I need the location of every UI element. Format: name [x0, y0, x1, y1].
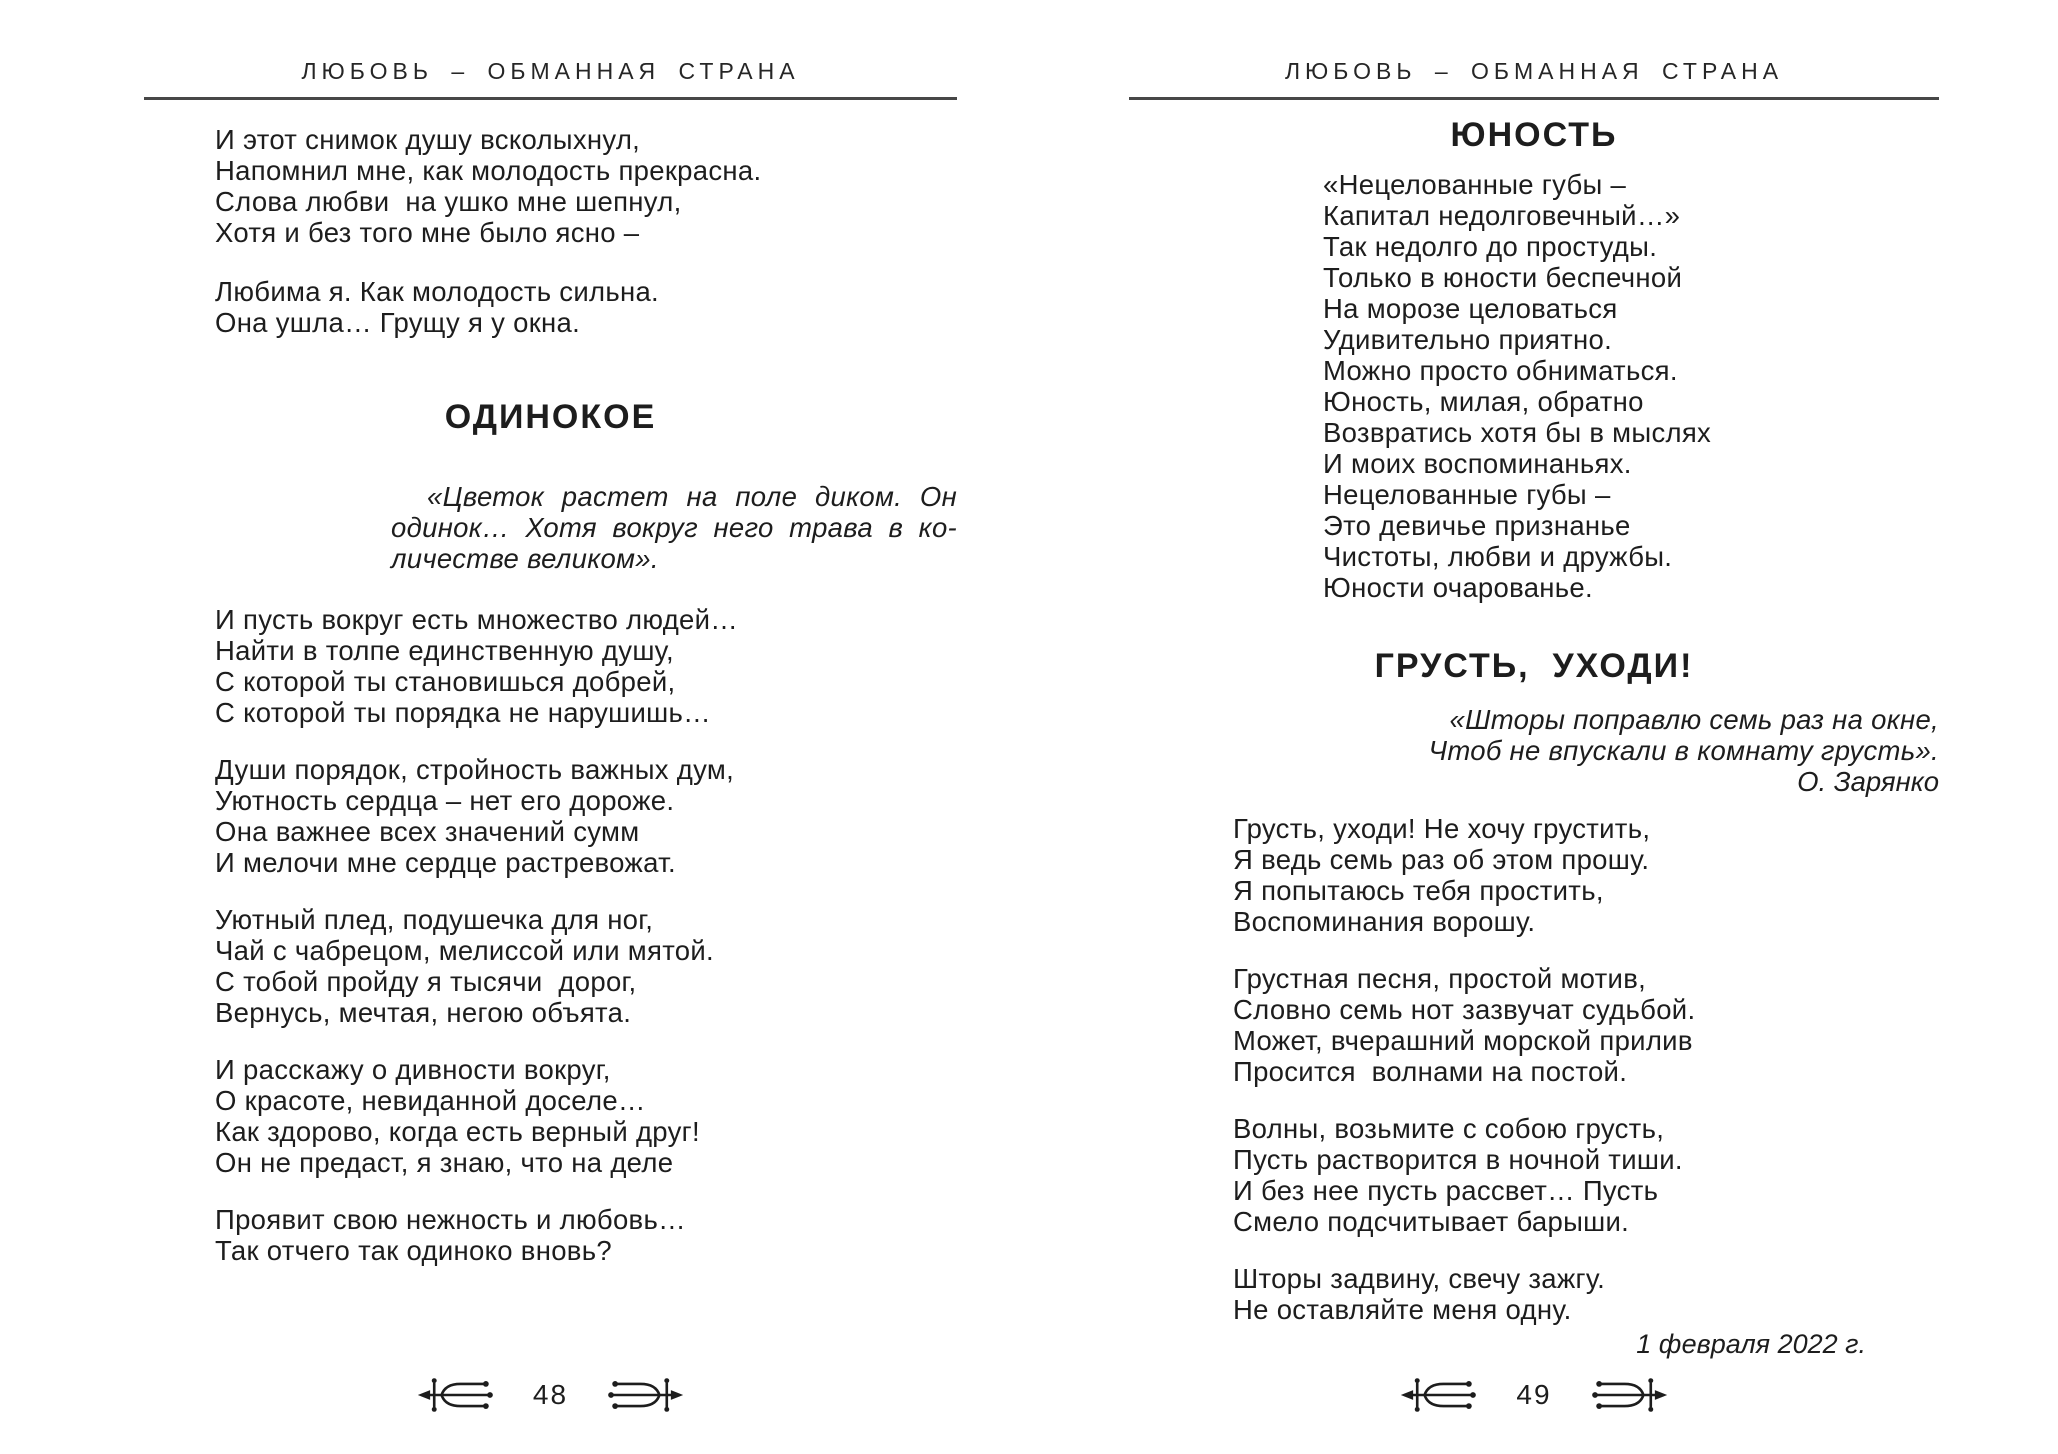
poem-continuation: [215, 124, 957, 338]
page-number: 49: [1516, 1379, 1552, 1410]
poem-line: Слова любви на ушко мне шепнул,: [215, 186, 682, 217]
poem-line: Чай с чабрецом, мелиссой или мятой.: [215, 935, 714, 966]
flourish-icon: [417, 1374, 499, 1416]
poem-line: Любима я. Как молодость сильна.: [215, 276, 659, 307]
page-right-content: [1129, 58, 1939, 1360]
stanza: [215, 904, 957, 1028]
poem-line: «Шторы поправлю семь раз на окне,: [1449, 704, 1939, 735]
header-rule: [1129, 97, 1939, 100]
poem-line: Может, вчерашний морской прилив: [1233, 1025, 1693, 1056]
poem-line: Просится волнами на постой.: [1233, 1056, 1628, 1087]
poem-line: Хотя и без того мне было ясно –: [215, 217, 640, 248]
stanza: [1233, 1113, 1939, 1237]
footer-ornament-right: [602, 1374, 684, 1416]
stanza: [215, 604, 957, 728]
epigraph-attribution: О. Зарянко: [1797, 766, 1939, 797]
stanza: [1233, 963, 1939, 1087]
page-number: 48: [532, 1379, 569, 1410]
poem-line: С которой ты порядка не нарушишь…: [215, 697, 711, 728]
stanza: [1233, 1263, 1939, 1325]
running-head: ЛЮБОВЬ – ОБМАННАЯ СТРАНА: [301, 58, 800, 84]
poem-epigraph: [391, 481, 957, 574]
stanza: [215, 1054, 957, 1178]
stanza: [215, 1204, 957, 1266]
poem-line: О красоте, невиданной доселе…: [215, 1085, 646, 1116]
poem-line: Уютность сердца – нет его дороже.: [215, 785, 675, 816]
stanza: [1323, 169, 1939, 603]
poem-line: Юности очарованье.: [1323, 572, 1593, 603]
poem-line: Я ведь семь раз об этом прошу.: [1233, 844, 1650, 875]
poem-line: Удивительно приятно.: [1323, 324, 1613, 355]
footer-ornament-right: [1586, 1374, 1668, 1416]
footer-ornament-left: [417, 1374, 499, 1416]
poem-epigraph: [1129, 704, 1939, 766]
poem-line: одинок… Хотя вокруг него трава в ко-: [391, 512, 957, 543]
poem-line: Воспоминания ворошу.: [1233, 906, 1536, 937]
poem-line: Шторы задвину, свечу зажгу.: [1233, 1263, 1606, 1294]
poem-body-yunost: [1323, 169, 1939, 603]
poem-line: С тобой пройду я тысячи дорог,: [215, 966, 637, 997]
poem-date: 1 февраля 2022 г.: [1636, 1329, 1866, 1359]
poem-line: Так отчего так одиноко вновь?: [215, 1235, 612, 1266]
stanza: [215, 754, 957, 878]
poem-line: «Цветок растет на поле диком. Он: [427, 481, 957, 512]
stanza: [215, 124, 957, 248]
poem-line: Грусть, уходи! Не хочу грустить,: [1233, 813, 1651, 844]
poem-line: Чистоты, любви и дружбы.: [1323, 541, 1673, 572]
poem-line: Он не предаст, я знаю, что на деле: [215, 1147, 674, 1178]
poem-line: С которой ты становишься добрей,: [215, 666, 676, 697]
flourish-icon: [602, 1374, 684, 1416]
poem-title-odinokoe: ОДИНОКОЕ: [444, 398, 657, 436]
poem-line: Пусть растворится в ночной тиши.: [1233, 1144, 1683, 1175]
running-head: ЛЮБОВЬ – ОБМАННАЯ СТРАНА: [1284, 58, 1784, 84]
page-left-content: [144, 58, 957, 1266]
poem-line: И этот снимок душу всколыхнул,: [215, 124, 641, 155]
poem-line: Найти в толпе единственную душу,: [215, 635, 674, 666]
poem-line: Юность, милая, обратно: [1323, 386, 1644, 417]
poem-line: Так недолго до простуды.: [1323, 231, 1658, 262]
poem-line: Капитал недолговечный…»: [1323, 200, 1681, 231]
poem-line: И расскажу о дивности вокруг,: [215, 1054, 611, 1085]
poem-line: Грустная песня, простой мотив,: [1233, 963, 1647, 994]
poem-line: Она ушла… Грущу я у окна.: [215, 307, 581, 338]
poem-line: И пусть вокруг есть множество людей…: [215, 604, 739, 635]
poem-line: Смело подсчитывает барыши.: [1233, 1206, 1630, 1237]
poem-line: личестве великом».: [391, 543, 659, 574]
header-rule: [144, 97, 957, 100]
poem-line: Как здорово, когда есть верный друг!: [215, 1116, 700, 1147]
poem-body-odinokoe: [215, 604, 957, 1266]
page-footer-left: [144, 1374, 957, 1416]
poem-line: И мелочи мне сердце растревожат.: [215, 847, 676, 878]
poem-line: Это девичье признанье: [1323, 510, 1631, 541]
footer-ornament-left: [1400, 1374, 1482, 1416]
poem-title-grust: ГРУСТЬ, УХОДИ!: [1374, 647, 1694, 685]
stanza: [1233, 813, 1939, 937]
stanza: [215, 276, 957, 338]
poem-line: «Нецелованные губы –: [1323, 169, 1627, 200]
poem-line: Нецелованные губы –: [1323, 479, 1611, 510]
poem-line: Словно семь нот зазвучат судьбой.: [1233, 994, 1696, 1025]
poem-line: Не оставляйте меня одну.: [1233, 1294, 1572, 1325]
poem-line: Только в юности беспечной: [1323, 262, 1683, 293]
poem-line: Души порядок, стройность важных дум,: [215, 754, 735, 785]
flourish-icon: [1400, 1374, 1482, 1416]
poem-line: Возвратись хотя бы в мыслях: [1323, 417, 1712, 448]
poem-line: Она важнее всех значений сумм: [215, 816, 640, 847]
poem-line: И без нее пусть рассвет… Пусть: [1233, 1175, 1659, 1206]
poem-line: На морозе целоваться: [1323, 293, 1618, 324]
poem-title-yunost: ЮНОСТЬ: [1450, 116, 1618, 154]
poem-line: Можно просто обниматься.: [1323, 355, 1678, 386]
poem-body-grust: [1233, 813, 1939, 1325]
poem-line: Проявит свою нежность и любовь…: [215, 1204, 686, 1235]
poem-line: Я попытаюсь тебя простить,: [1233, 875, 1604, 906]
poem-line: Чтоб не впускали в комнату грусть».: [1428, 735, 1939, 766]
page-footer-right: [1129, 1374, 1939, 1416]
poem-line: Волны, возьмите с собою грусть,: [1233, 1113, 1665, 1144]
poem-line: Уютный плед, подушечка для ног,: [215, 904, 654, 935]
poem-line: Вернусь, мечтая, негою объята.: [215, 997, 632, 1028]
poem-line: И моих воспоминаньях.: [1323, 448, 1632, 479]
flourish-icon: [1586, 1374, 1668, 1416]
poem-line: Напомнил мне, как молодость прекрасна.: [215, 155, 762, 186]
page-right: [1029, 0, 2058, 1454]
